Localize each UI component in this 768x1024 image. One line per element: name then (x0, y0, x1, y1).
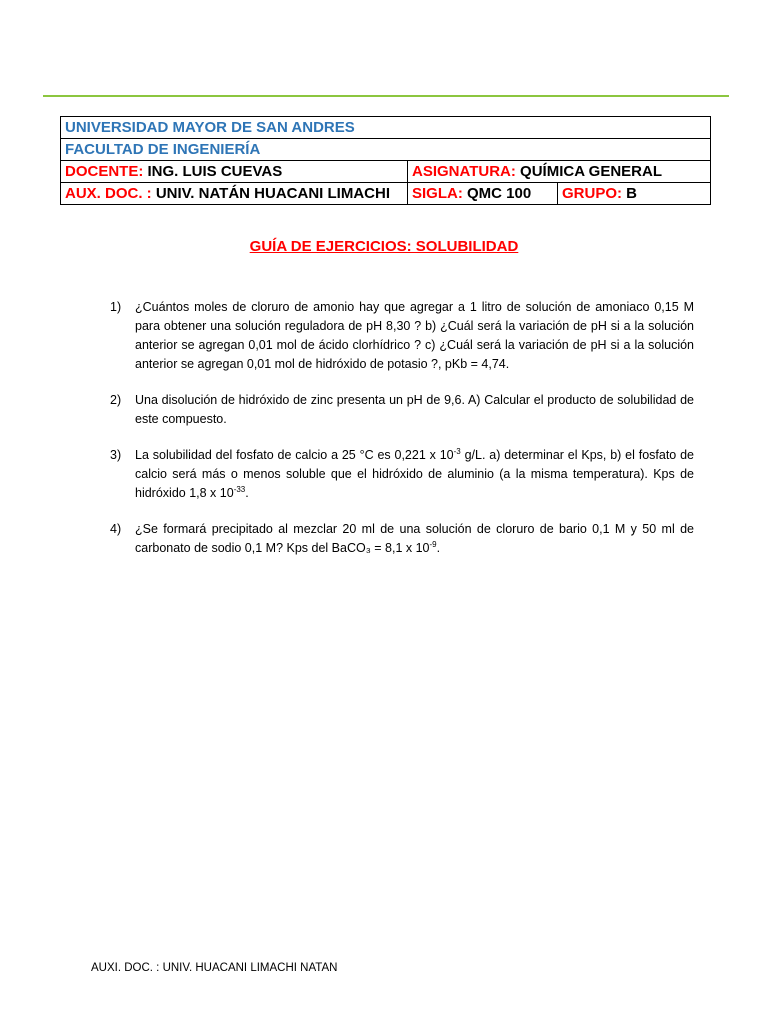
docente-cell (61, 161, 408, 183)
exercise-number: 3) (110, 448, 122, 462)
aux-value: UNIV. NATÁN HUACANI LIMACHI (151, 185, 391, 202)
sigla-value: QMC 100 (462, 185, 532, 202)
grupo-value: B (622, 185, 637, 202)
header-row-aux (61, 183, 711, 205)
grupo-label: GRUPO: (562, 185, 622, 202)
exercise-text: La solubilidad del fosfato de calcio a 25 °C es 0,221 x $10^{-3}$ g/L. a) determinar el Kps, b) el fosfato de calcio será más o menos soluble que el hidróxido de aluminio (a la misma temperatura). Kps de hidróxido 1,8 x $10^{-33}$. (135, 446, 694, 500)
exercise-text: ¿Cuántos moles de cloruro de amonio hay que agregar a 1 litro de solución de amoniaco 0,15 M para obtener una solución reguladora de pH 8,30 ? b) ¿Cuál será la variación de pH si a la solución anterior se agregan 0,01 mol de ácido clorhídrico ? c) ¿Cuál será la variación de pH si a la solución anterior se agregan 0,01 mol de hidróxido de potasio ?, pKb = 4,74. (135, 300, 694, 371)
docente-label: DOCENTE: (65, 163, 144, 180)
top-divider-line (43, 95, 729, 97)
header-row-docente (61, 161, 711, 183)
sigla-label: SIGLA: (412, 185, 463, 202)
exercise-number: 2) (110, 393, 122, 407)
exercise-3 (110, 446, 694, 503)
university-name: UNIVERSIDAD MAYOR DE SAN ANDRES (61, 117, 711, 139)
asignatura-label: ASIGNATURA: (412, 163, 516, 180)
exercise-4 (110, 520, 694, 558)
exercise-2 (110, 391, 694, 429)
header-table (60, 116, 711, 205)
header-row-university (61, 117, 711, 139)
exercise-number: 1) (110, 300, 122, 314)
exercise-text: ¿Se formará precipitado al mezclar 20 ml de una solución de cloruro de bario 0,1 M y 50 ml de carbonato de sodio 0,1 M? Kps del BaCO₃ = 8,1 x $10^{-9}$. (135, 522, 694, 555)
aux-label: AUX. DOC. : (65, 185, 152, 202)
page-footer: AUXI. DOC. : UNIV. HUACANI LIMACHI NATAN (91, 962, 338, 974)
exercise-list (110, 298, 694, 575)
page-title: GUÍA DE EJERCICIOS: SOLUBILIDAD (249, 238, 519, 255)
faculty-name: FACULTAD DE INGENIERÍA (61, 139, 711, 161)
asignatura-cell (408, 161, 711, 183)
exercise-text: Una disolución de hidróxido de zinc presenta un pH de 9,6. A) Calcular el producto de solubilidad de este compuesto. (135, 393, 694, 426)
exercise-1 (110, 298, 694, 374)
header-row-faculty (61, 139, 711, 161)
docente-value: ING. LUIS CUEVAS (143, 163, 283, 180)
grupo-cell (558, 183, 711, 205)
exercise-number: 4) (110, 522, 122, 536)
sigla-cell (408, 183, 558, 205)
aux-cell (61, 183, 408, 205)
asignatura-value: QUÍMICA GENERAL (515, 163, 663, 180)
